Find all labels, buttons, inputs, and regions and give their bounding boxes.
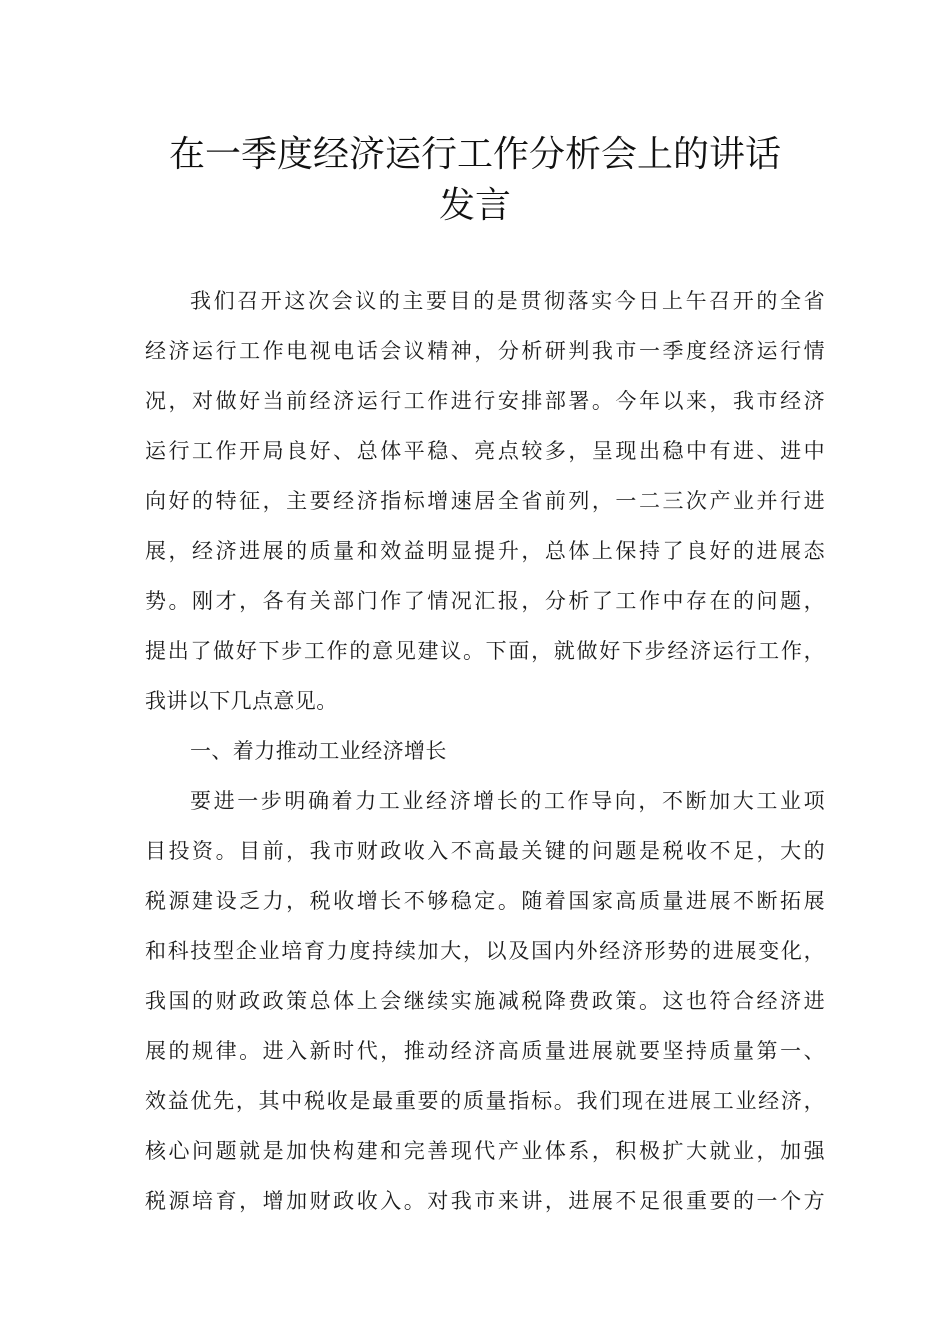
text-line: 税源建设乏力，税收增长不够稳定。随着国家高质量进展不断拓展 [145, 889, 825, 913]
text-line: 核心问题就是加快构建和完善现代产业体系，积极扩大就业，加强 [145, 1139, 825, 1163]
text-line: 我们召开这次会议的主要目的是贯彻落实今日上午召开的全省 [190, 289, 825, 313]
text-line: 目投资。目前，我市财政收入不高最关键的问题是税收不足，大的 [145, 839, 825, 863]
text-line: 提出了做好下步工作的意见建议。下面，就做好下步经济运行工作， [145, 639, 825, 663]
text-line: 我讲以下几点意见。 [145, 689, 338, 713]
text-line: 势。刚才，各有关部门作了情况汇报，分析了工作中存在的问题， [145, 589, 825, 613]
text-line: 展的规律。进入新时代，推动经济高质量进展就要坚持质量第一、 [145, 1039, 825, 1063]
document-title-line-2: 发言 [438, 185, 511, 226]
document-title-line-1: 在一季度经济运行工作分析会上的讲话 [168, 134, 781, 175]
text-line: 向好的特征，主要经济指标增速居全省前列，一二三次产业并行进 [145, 489, 825, 513]
text-line: 效益优先，其中税收是最重要的质量指标。我们现在进展工业经济， [145, 1089, 825, 1113]
text-line: 税源培育，增加财政收入。对我市来讲，进展不足很重要的一个方 [145, 1189, 825, 1213]
text-line: 经济运行工作电视电话会议精神，分析研判我市一季度经济运行情 [145, 339, 825, 363]
text-line: 要进一步明确着力工业经济增长的工作导向，不断加大工业项 [190, 789, 825, 813]
section-heading: 一、着力推动工业经济增长 [190, 739, 447, 763]
text-line: 运行工作开局良好、总体平稳、亮点较多，呈现出稳中有进、进中 [145, 439, 825, 463]
text-line: 我国的财政政策总体上会继续实施减税降费政策。这也符合经济进 [145, 989, 825, 1013]
text-line: 和科技型企业培育力度持续加大，以及国内外经济形势的进展变化， [145, 939, 825, 963]
text-line: 况，对做好当前经济运行工作进行安排部署。今年以来，我市经济 [145, 389, 825, 413]
text-line: 展，经济进展的质量和效益明显提升，总体上保持了良好的进展态 [145, 539, 825, 563]
